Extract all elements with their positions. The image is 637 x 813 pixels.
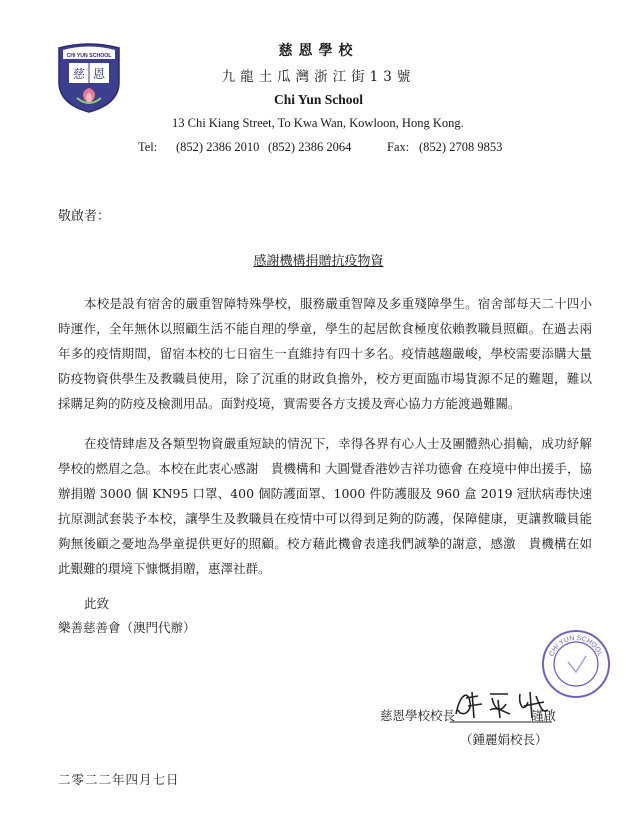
tel-number-1: (852) 2386 2010 [176,140,260,154]
tel-number-2: (852) 2386 2064 [268,140,352,154]
signer-title: 慈恩學校校長 [380,708,456,723]
letter-title [0,250,637,269]
recipient: 樂善慈善會（澳門代辦） [58,620,196,635]
school-name-english: Chi Yun School [273,92,364,107]
crest-text: CHI YUN SCHOOL [66,53,112,59]
handwritten-signature [448,684,553,724]
tel-label: Tel: [138,140,158,154]
svg-text:恩: 恩 [92,67,106,81]
school-name-chinese: 慈恩學校 [278,43,359,59]
seal-text: CHI YUN SCHOOL [548,634,604,658]
svg-text:慈: 慈 [72,67,86,81]
salutation: 敬啟者： [58,209,111,224]
paragraph-2: 在疫情肆虐及各類型物資嚴重短缺的情況下，幸得各界有心人士及團體熱心捐輸，成功紓解學校的燃眉之急。本校在此衷心感謝 貴機構和 大圓覺香港妙吉祥功德會 在疫境中伸出援手，協辦捐贈 3000 個 KN95 口罩、400 個防護面罩、1000 件防護服及 960 盒 2019 冠狀病毒快速抗原測試套裝予本校，讓學生及教職員在疫情中可以得到足夠的防護，保障健康，更讓教職員能夠無後顧之憂地為學童提供更好的照顧。校方藉此機會表達我們誠摯的謝意，感激 貴機構在如此艱難的環境下慷慨捐贈，惠澤社群。 [58,436,592,576]
school-address-chinese: 九龍土瓜灣浙江街13號 [221,69,416,85]
letter-date: 二零二二年四月七日 [58,772,180,787]
school-address-english: 13 Chi Kiang Street, To Kwa Wan, Kowloon, Hong Kong. [172,116,464,130]
fax-label: Fax: [387,140,410,154]
paragraph-1: 本校是設有宿舍的嚴重智障特殊學校，服務嚴重智障及多重殘障學生。宿舍部每天二十四小時運作，全年無休以照顧生活不能自理的學童，學生的起居飲食極度依賴教職員照顧。在過去兩年多的疫情期間，留宿本校的七日宿生一直維持有四十多名。疫情越趨嚴峻，學校需要添購大量防疫物資供學生及教職員使用，除了沉重的財政負擔外，校方更面臨市場貨源不足的難題，難以採購足夠的防疫及檢測用品。面對疫境，實需要各方支援及齊心協力方能渡過難關。 [58,296,592,411]
fax-number: (852) 2708 9853 [419,140,503,154]
sign-off: 謹啟 [531,708,557,723]
closing: 此致 [84,596,110,611]
signer-name: （鍾麗娟校長） [460,732,548,747]
letter-title-text: 感謝機構捐贈抗疫物資 [253,254,384,269]
